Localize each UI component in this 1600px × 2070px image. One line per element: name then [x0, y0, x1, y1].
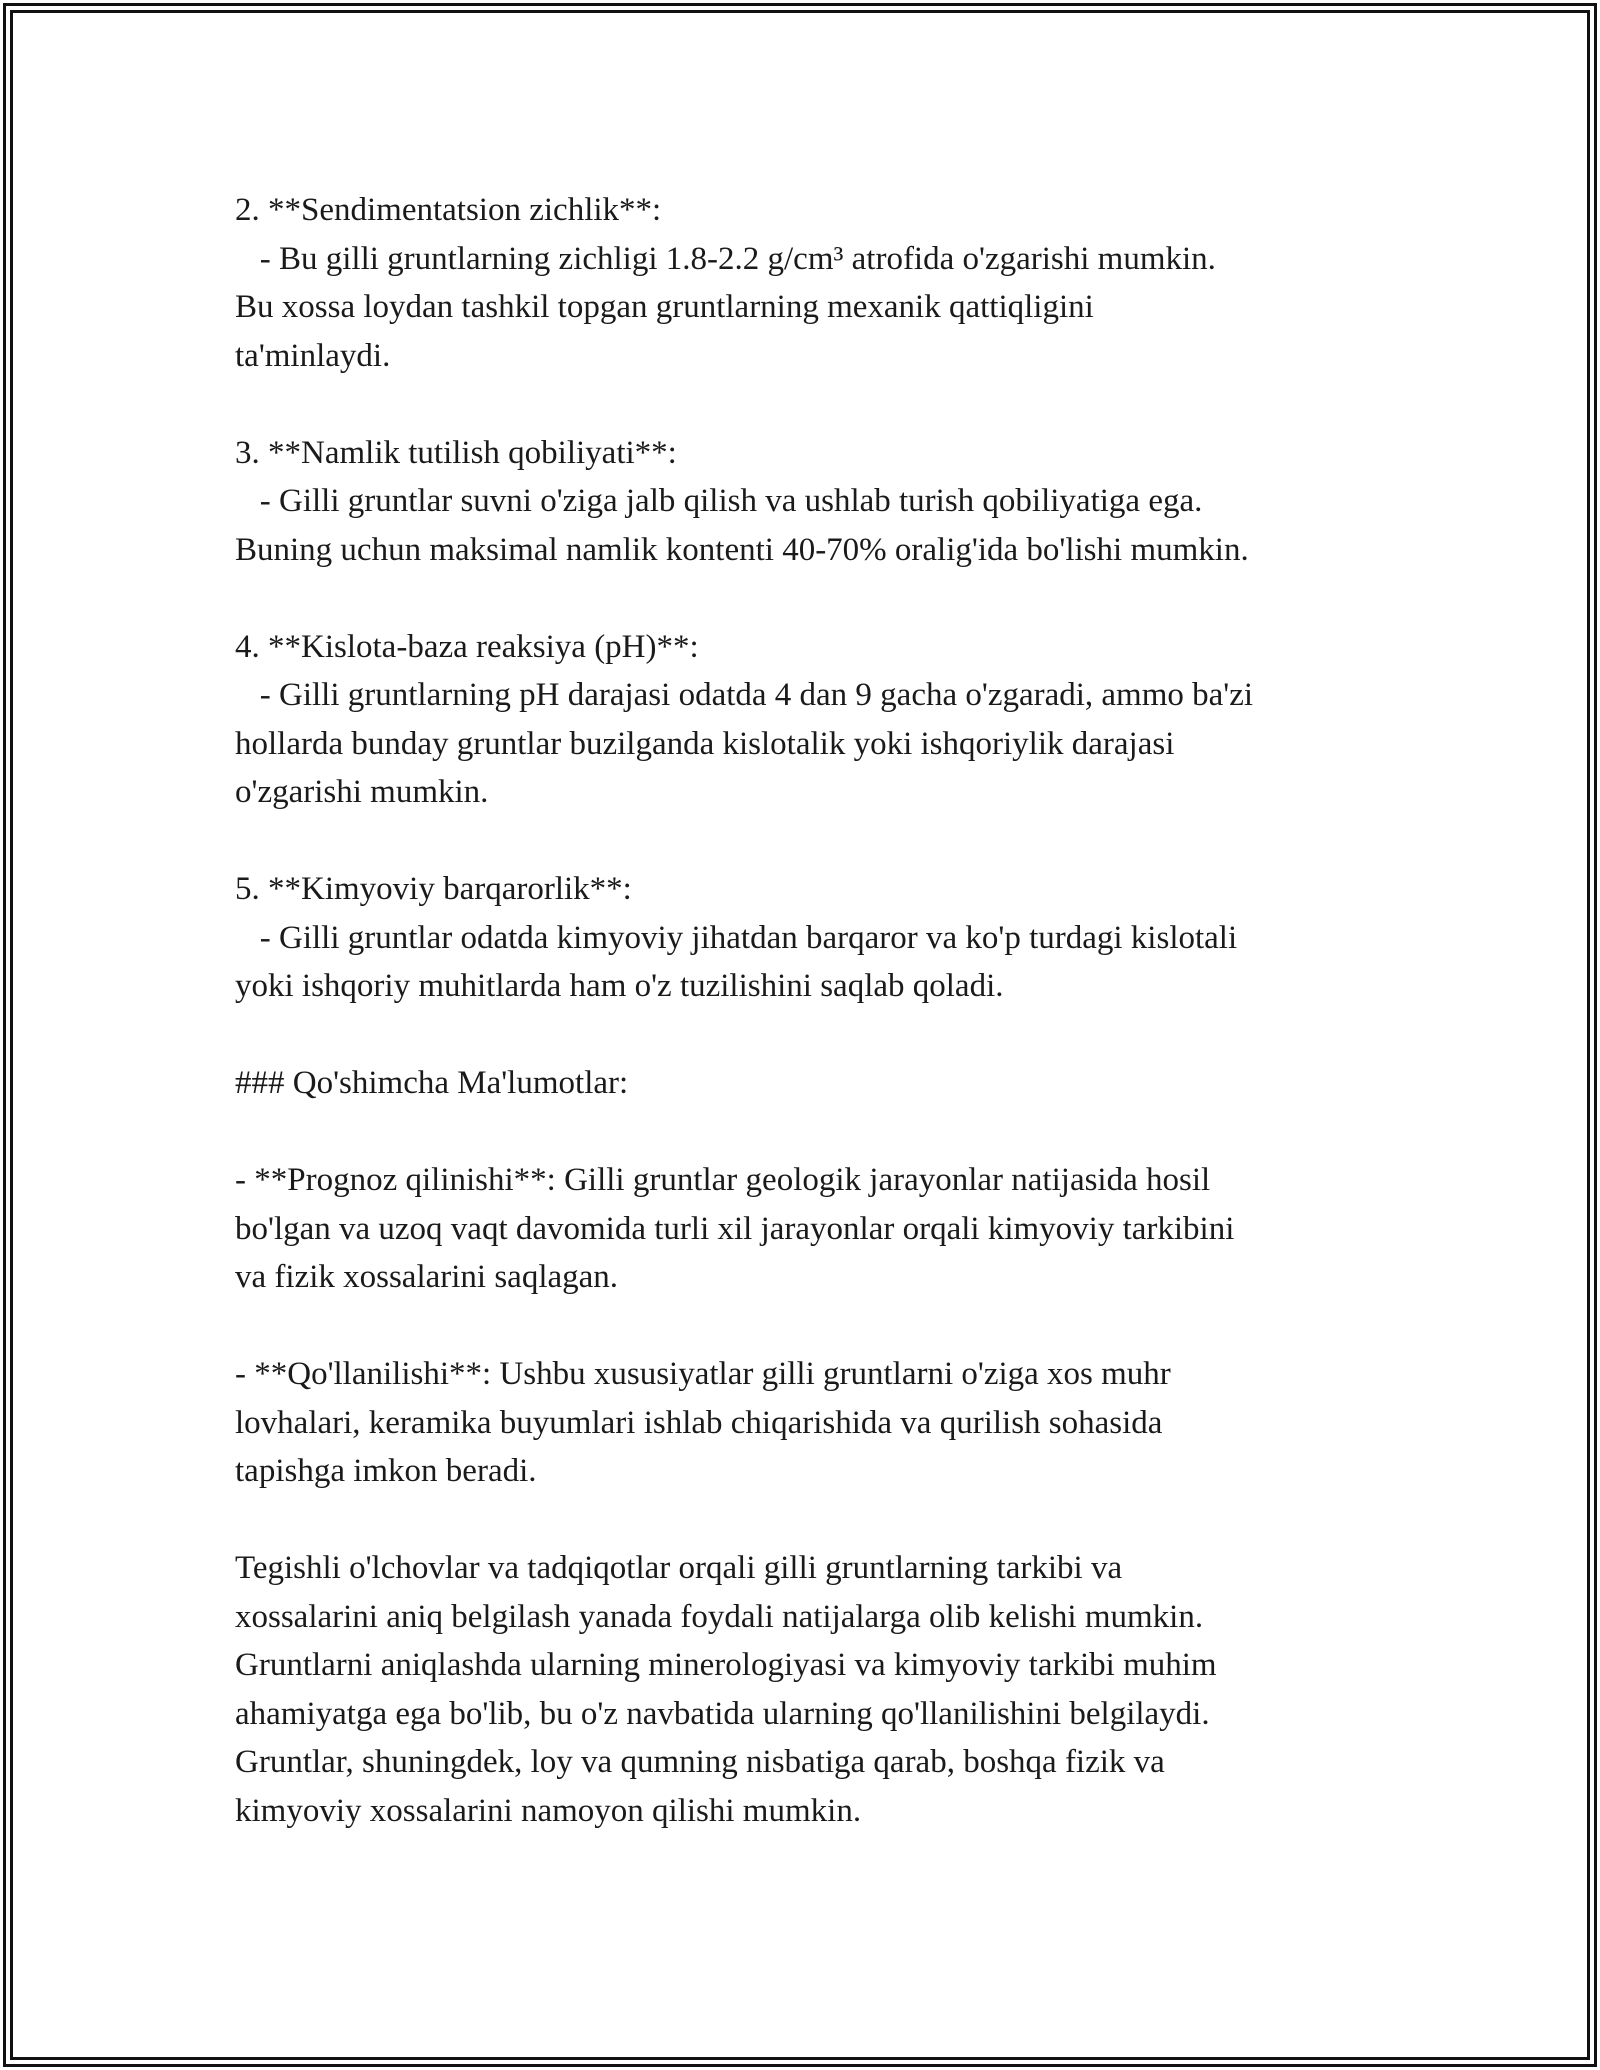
text-line: bo'lgan va uzoq vaqt davomida turli xil jarayonlar orqali kimyoviy tarkibini [235, 1210, 1235, 1247]
section-heading: 3. **Namlik tutilish qobiliyati**: [235, 434, 677, 471]
paragraph-gap [235, 817, 1395, 866]
text-line: - **Qo'llanilishi**: Ushbu xususiyatlar gilli gruntlarni o'ziga xos muhr [235, 1356, 1171, 1392]
text-line: - Gilli gruntlar suvni o'ziga jalb qilish va ushlab turish qobiliyatiga ega. [235, 483, 1203, 519]
text-line: Bu xossa loydan tashkil topgan gruntlarning mexanik qattiqligini [235, 289, 1094, 325]
paragraph-gap [235, 1108, 1395, 1157]
section-heading: 4. **Kislota-baza reaksiya (pH)**: [235, 628, 699, 665]
section-moisture-retention [235, 429, 1395, 575]
conclusion-paragraph [235, 1544, 1395, 1835]
text-line: Gruntlarni aniqlashda ularning minerologiyasi va kimyoviy tarkibi muhim [235, 1647, 1217, 1683]
text-line: - **Prognoz qilinishi**: Gilli gruntlar geologik jarayonlar natijasida hosil [235, 1162, 1211, 1198]
section-chemical-stability [235, 865, 1395, 1011]
text-line: hollarda bunday gruntlar buzilganda kislotalik yoki ishqoriylik darajasi [235, 725, 1175, 762]
text-line: kimyoviy xossalarini namoyon qilishi mumkin. [235, 1792, 862, 1829]
bullet-applications [235, 1350, 1395, 1496]
text-line: xossalarini aniq belgilash yanada foydali natijalarga olib kelishi mumkin. [235, 1598, 1204, 1635]
paragraph-gap [235, 574, 1395, 623]
text-line: va fizik xossalarini saqlagan. [235, 1259, 619, 1295]
text-line: tapishga imkon beradi. [235, 1453, 537, 1489]
additional-info-heading: ### Qo'shimcha Ma'lumotlar: [235, 1065, 629, 1101]
paragraph-gap [235, 380, 1395, 429]
text-line: Tegishli o'lchovlar va tadqiqotlar orqali gilli gruntlarning tarkibi va [235, 1550, 1123, 1586]
text-line: o'zgarishi mumkin. [235, 774, 489, 810]
text-line: - Gilli gruntlarning pH darajasi odatda 4 dan 9 gacha o'zgaradi, ammo ba'zi [235, 677, 1254, 713]
section-heading: 2. **Sendimentatsion zichlik**: [235, 192, 662, 228]
text-line: - Bu gilli gruntlarning zichligi 1.8-2.2 g/cm³ atrofida o'zgarishi mumkin. [235, 240, 1216, 277]
text-line: yoki ishqoriy muhitlarda ham o'z tuzilishini saqlab qoladi. [235, 968, 1004, 1004]
bullet-forecast [235, 1156, 1395, 1302]
text-line: - Gilli gruntlar odatda kimyoviy jihatdan barqaror va ko'p turdagi kislotali [235, 919, 1238, 956]
paragraph-gap [235, 1496, 1395, 1545]
text-line: Gruntlar, shuningdek, loy va qumning nisbatiga qarab, boshqa fizik va [235, 1744, 1165, 1780]
section-acid-base-reaction [235, 623, 1395, 817]
document-body [235, 186, 1395, 1835]
text-line: ta'minlaydi. [235, 337, 391, 374]
section-heading: 5. **Kimyoviy barqarorlik**: [235, 871, 632, 907]
paragraph-gap [235, 1011, 1395, 1060]
text-line: Buning uchun maksimal namlik kontenti 40-70% oralig'ida bo'lishi mumkin. [235, 531, 1249, 568]
text-line: lovhalari, keramika buyumlari ishlab chiqarishida va qurilish sohasida [235, 1404, 1163, 1441]
text-line: ahamiyatga ega bo'lib, bu o'z navbatida ularning qo'llanilishini belgilaydi. [235, 1695, 1210, 1732]
section-sedimentation-density [235, 186, 1395, 380]
paragraph-gap [235, 1302, 1395, 1351]
